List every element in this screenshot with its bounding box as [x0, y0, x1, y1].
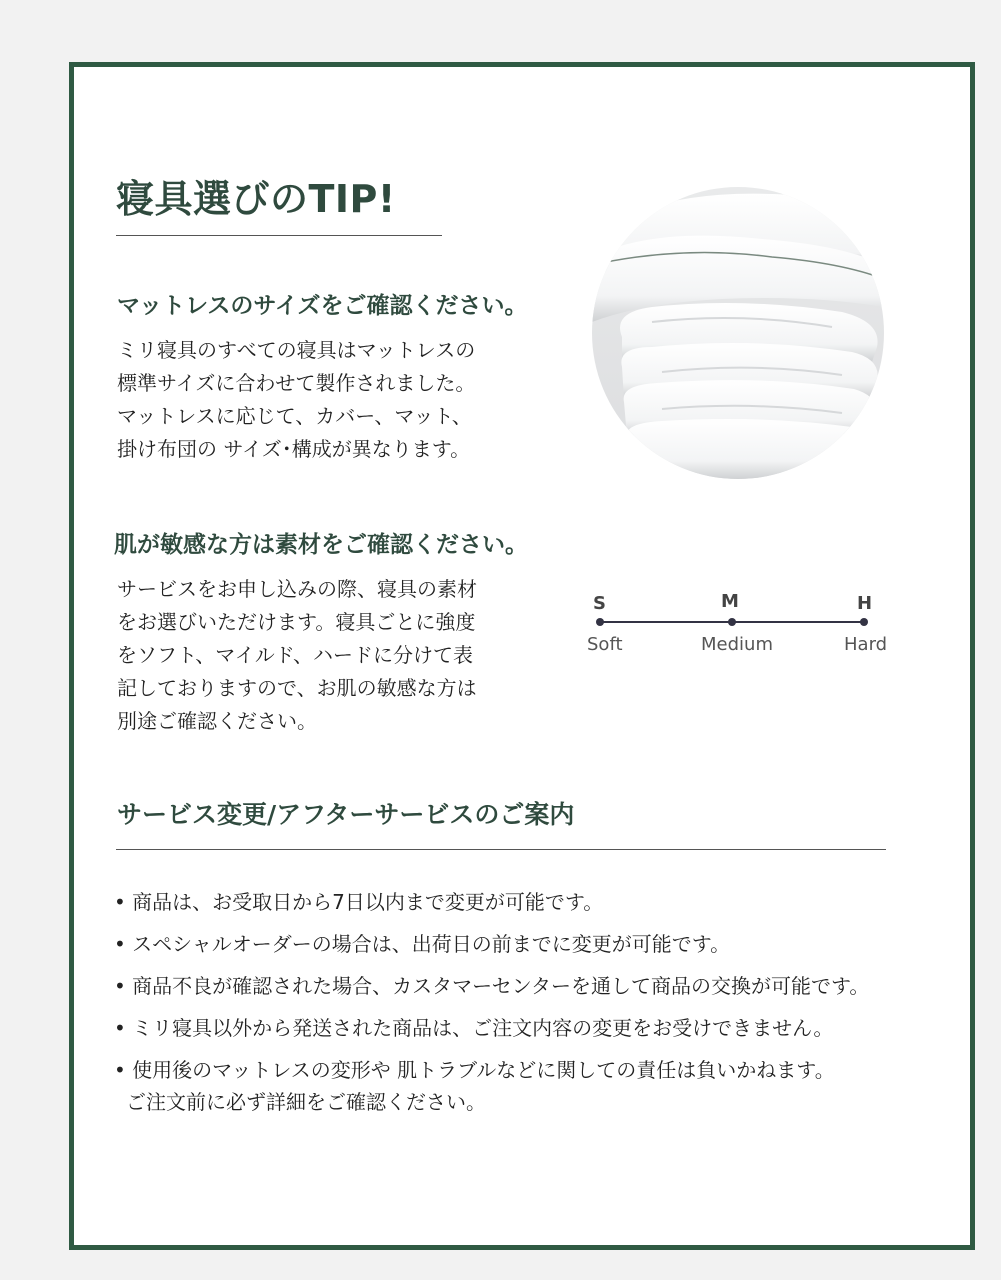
skin-paragraph	[117, 573, 477, 738]
scale-label-soft: Soft	[587, 634, 623, 655]
list-item: • ミリ寝具以外から発送された商品は、ご注文内容の変更をお受けできません。	[114, 1016, 834, 1040]
list-item: • 商品は、お受取日から7日以内まで変更が可能です。	[114, 890, 604, 914]
skin-line: サービスをお申し込みの際、寝具の素材	[117, 577, 477, 601]
service-heading: サービス変更/アフターサービスのご案内	[117, 800, 575, 829]
list-item-continuation: ご注文前に必ず詳細をご確認ください。	[126, 1090, 486, 1114]
list-item-text: • 使用後のマットレスの変形や 肌トラブルなどに関しての責任は負いかねます。	[114, 1058, 835, 1082]
size-line: 掛け布団の サイズ･構成が異なります。	[117, 437, 471, 461]
skin-line: 別途ご確認ください。	[117, 709, 317, 733]
scale-label-medium: Medium	[701, 634, 773, 655]
page-title: 寝具選びのTIP!	[116, 177, 396, 221]
skin-heading: 肌が敏感な方は素材をご確認ください。	[114, 532, 528, 558]
list-item	[114, 1054, 869, 1118]
skin-line: をソフト、マイルド、ハードに分けて表	[117, 643, 473, 667]
bedding-photo-icon	[592, 187, 884, 479]
service-divider	[116, 849, 886, 850]
title-divider	[116, 235, 442, 236]
scale-letter-hard: H	[857, 593, 873, 614]
service-list	[114, 886, 869, 1118]
skin-line: 記しておりますので、お肌の敏感な方は	[117, 676, 477, 700]
size-paragraph	[117, 334, 475, 466]
scale-letter-soft: S	[593, 593, 606, 614]
scale-letter-medium: M	[721, 591, 739, 612]
scale-dot-medium	[728, 618, 736, 626]
skin-line: をお選びいただけます。寝具ごとに強度	[117, 610, 476, 634]
scale-label-hard: Hard	[844, 634, 888, 655]
size-line: 標準サイズに合わせて製作されました。	[117, 371, 476, 395]
size-heading: マットレスのサイズをご確認ください。	[117, 293, 528, 319]
list-item: • スペシャルオーダーの場合は、出荷日の前までに変更が可能です。	[114, 932, 731, 956]
scale-dot-hard	[860, 618, 868, 626]
list-item: • 商品不良が確認された場合、カスタマーセンターを通して商品の交換が可能です。	[114, 974, 870, 998]
scale-dot-soft	[596, 618, 604, 626]
size-line: マットレスに応じて、カバー、マット、	[117, 404, 472, 428]
size-line: ミリ寝具のすべての寝具はマットレスの	[117, 338, 476, 362]
